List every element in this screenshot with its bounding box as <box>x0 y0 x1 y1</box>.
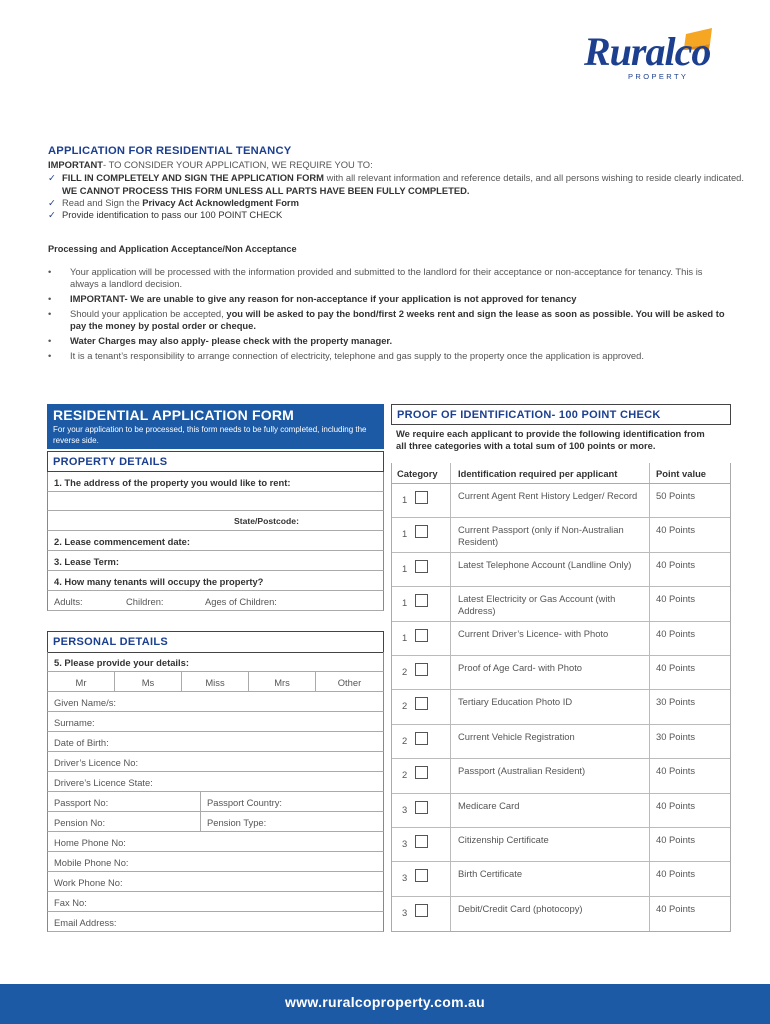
identification-name: Latest Electricity or Gas Account (with Address) <box>458 593 616 617</box>
home-phone-field[interactable] <box>47 832 384 852</box>
tenants-row <box>47 571 384 591</box>
category-number: 1 <box>402 597 408 609</box>
bullet-text: IMPORTANT- We are unable to give any reason for non-acceptance if your application is not approved for tenancy <box>70 293 577 304</box>
category-number: 2 <box>402 734 408 746</box>
point-value: 40 Points <box>656 765 696 777</box>
id-checkbox[interactable] <box>415 904 428 917</box>
title-option-other[interactable] <box>316 672 383 691</box>
pension-type-field[interactable]: Pension Type: <box>207 817 267 828</box>
identification-name: Debit/Credit Card (photocopy) <box>458 902 583 914</box>
point-value: 40 Points <box>656 833 696 845</box>
title-option-mrs[interactable] <box>249 672 316 691</box>
given-name-label: Given Name/s: <box>54 697 116 708</box>
important-text: - TO CONSIDER YOUR APPLICATION, WE REQUIRE YOU TO: <box>103 159 373 170</box>
identification-name: Current Vehicle Registration <box>458 730 575 742</box>
proof-table-row <box>392 759 730 793</box>
id-checkbox[interactable] <box>415 525 428 538</box>
point-value: 30 Points <box>656 730 696 742</box>
identification-name: Medicare Card <box>458 799 520 811</box>
bullet3-text: Should your application be accepted, <box>70 308 227 319</box>
logo-wordmark: Ruralco <box>584 29 711 74</box>
id-checkbox[interactable] <box>415 835 428 848</box>
category-number: 1 <box>402 528 408 540</box>
address-row <box>47 472 384 492</box>
important-label: IMPORTANT <box>48 159 104 170</box>
check1-text: with all relevant information and reference details, and all persons wishing to reside clearly indicated. <box>323 172 745 183</box>
id-checkbox[interactable] <box>415 594 428 607</box>
email-label: Email Address: <box>54 917 117 928</box>
lease-commencement-field[interactable] <box>47 531 384 551</box>
check2-bold: Privacy Act Acknowledgment Form <box>142 197 299 208</box>
title-option-label: Miss <box>205 677 225 688</box>
point-value: 40 Points <box>656 627 696 639</box>
property-details-heading: PROPERTY DETAILS <box>48 452 383 472</box>
id-checkbox[interactable] <box>415 766 428 779</box>
footer-bar <box>0 984 770 1024</box>
id-checkbox[interactable] <box>415 869 428 882</box>
category-number: 3 <box>402 906 408 918</box>
checklist-item-identification <box>48 209 748 222</box>
identification-name: Current Driver’s Licence- with Photo <box>458 627 609 639</box>
proof-heading: PROOF OF IDENTIFICATION- 100 POINT CHECK <box>391 404 731 425</box>
fax-label: Fax No: <box>54 897 87 908</box>
surname-field[interactable] <box>47 712 384 732</box>
licence-no-label: Driver’s Licence No: <box>54 757 139 768</box>
personal-details-section <box>47 631 384 653</box>
category-number: 1 <box>402 562 408 574</box>
check1-bold2: WE CANNOT PROCESS THIS FORM UNLESS ALL PARTS HAVE BEEN FULLY COMPLETED. <box>62 184 470 196</box>
identification-name: Passport (Australian Resident) <box>458 765 586 777</box>
address-label: 1. The address of the property you would like to rent: <box>54 477 291 488</box>
lease-commencement-label: 2. Lease commencement date: <box>54 536 190 547</box>
bullet-item: • It is a tenant’s responsibility to arrange connection of electricity, telephone and gas supply to the property once the application is approved. <box>48 350 728 362</box>
category-number: 3 <box>402 872 408 884</box>
bullet-text: Water Charges may also apply- please check with the property manager. <box>70 335 393 346</box>
point-value: 40 Points <box>656 799 696 811</box>
identification-name: Tertiary Education Photo ID <box>458 696 573 708</box>
title-option-label: Ms <box>141 677 155 688</box>
checkmark-icon: ✓ <box>48 209 56 220</box>
pension-no-field[interactable] <box>48 812 201 831</box>
identification-name: Birth Certificate <box>458 868 523 880</box>
important-note <box>48 159 373 170</box>
category-number: 2 <box>402 769 408 781</box>
pension-no-label: Pension No: <box>54 817 106 828</box>
work-phone-field[interactable] <box>47 872 384 892</box>
adults-field[interactable]: Adults: <box>54 596 83 607</box>
title-option-label: Mrs <box>274 677 290 688</box>
proof-table-row <box>392 828 730 862</box>
id-checkbox[interactable] <box>415 697 428 710</box>
footer-url[interactable]: www.ruralcoproperty.com.au <box>285 994 485 1010</box>
bullet3-bold: you will be asked to pay the bond/first 2 weeks rent and sign the lease as soon as possible. You will be asked to pay the money by postal order or cheque. <box>70 308 725 332</box>
identification-name: Citizenship Certificate <box>458 833 549 845</box>
col-points: Point value <box>656 468 707 479</box>
proof-table-row <box>392 656 730 690</box>
passport-country-field[interactable]: Passport Country: <box>207 797 283 808</box>
category-number: 2 <box>402 700 408 712</box>
proof-table-row <box>392 794 730 828</box>
bullet-item: • Should your application be accepted, you will be asked to pay the bond/first 2 weeks rent and sign the lease as soon as possible. You will be asked to pay the money by postal order or cheque. <box>48 308 725 332</box>
proof-table-row <box>392 690 730 724</box>
lease-term-field[interactable] <box>47 551 384 571</box>
title-option-mr[interactable] <box>48 672 115 691</box>
address-input[interactable] <box>47 492 384 511</box>
mobile-phone-field[interactable] <box>47 852 384 872</box>
children-field[interactable]: Children: <box>126 596 164 607</box>
check1-bold: FILL IN COMPLETELY AND SIGN THE APPLICATION FORM <box>62 172 324 183</box>
bullet-text: It is a tenant’s responsibility to arrange connection of electricity, telephone and gas supply to the property once the application is approved. <box>70 350 644 361</box>
licence-state-field[interactable] <box>47 772 384 792</box>
state-postcode-label: State/Postcode: <box>234 516 299 526</box>
point-value: 40 Points <box>656 868 696 880</box>
ruralco-logo <box>584 28 714 82</box>
id-checkbox[interactable] <box>415 663 428 676</box>
pension-row <box>47 812 384 832</box>
category-number: 3 <box>402 837 408 849</box>
proof-table-row <box>392 725 730 759</box>
bullet-item: • IMPORTANT- We are unable to give any reason for non-acceptance if your application is not approved for tenancy <box>48 293 728 305</box>
personal-details-heading: PERSONAL DETAILS <box>48 632 383 653</box>
point-value: 30 Points <box>656 696 696 708</box>
passport-no-label: Passport No: <box>54 797 109 808</box>
checklist-item-fill-form <box>48 172 748 197</box>
proof-table-row <box>392 622 730 656</box>
state-postcode-row[interactable] <box>47 511 384 531</box>
mobile-phone-label: Mobile Phone No: <box>54 857 129 868</box>
licence-state-label: Drivere’s Licence State: <box>54 777 153 788</box>
ages-of-children-field[interactable]: Ages of Children: <box>205 596 277 607</box>
proof-intro: We require each applicant to provide the following identification from all three categories with a total sum of 100 points or more. <box>396 428 705 451</box>
title-option-ms[interactable] <box>115 672 182 691</box>
checkmark-icon: ✓ <box>48 197 56 208</box>
identification-name: Proof of Age Card- with Photo <box>458 661 583 673</box>
email-field[interactable] <box>47 912 384 932</box>
passport-row <box>47 792 384 812</box>
category-number: 1 <box>402 494 408 505</box>
point-value: 40 Points <box>656 524 696 536</box>
proof-table-row <box>392 518 730 552</box>
form-title: RESIDENTIAL APPLICATION FORM <box>53 407 295 423</box>
provide-details-row <box>47 652 384 672</box>
col-category: Category <box>397 468 438 479</box>
id-checkbox[interactable] <box>415 801 428 814</box>
identification-name: Current Passport (only if Non-Australian Resident) <box>458 524 624 548</box>
bullet-item: • Water Charges may also apply- please check with the property manager. <box>48 335 728 347</box>
identification-name: Latest Telephone Account (Landline Only) <box>458 558 632 570</box>
point-value: 40 Points <box>656 902 696 914</box>
proof-table-row <box>392 553 730 587</box>
tenants-label: 4. How many tenants will occupy the property? <box>54 576 264 587</box>
licence-no-field[interactable] <box>47 752 384 772</box>
title-option-label: Other <box>337 677 362 688</box>
id-checkbox[interactable] <box>415 560 428 573</box>
provide-details-label: 5. Please provide your details: <box>54 657 189 668</box>
bullet-item: • Your application will be processed with the information provided and submitted to the landlord for their acceptance or non-acceptance for tenancy. This is always a landlord decision. <box>48 266 728 290</box>
home-phone-label: Home Phone No: <box>54 837 126 848</box>
form-subtitle: For your application to be processed, this form needs to be fully completed, including the reverse side. <box>53 425 367 445</box>
property-details-section <box>47 451 384 472</box>
work-phone-label: Work Phone No: <box>54 877 123 888</box>
form-header <box>47 404 384 449</box>
page-title: APPLICATION FOR RESIDENTIAL TENANCY <box>48 145 292 157</box>
title-option-label: Mr <box>75 677 87 688</box>
category-number: 1 <box>402 631 408 643</box>
dob-label: Date of Birth: <box>54 737 109 748</box>
title-options-row <box>47 672 384 692</box>
point-value: 40 Points <box>656 661 696 673</box>
surname-label: Surname: <box>54 717 95 728</box>
category-number: 2 <box>402 665 408 677</box>
id-checkbox[interactable] <box>415 629 428 642</box>
point-value: 40 Points <box>656 593 696 605</box>
check3-text: Provide identification to pass our 100 POINT CHECK <box>62 209 283 220</box>
fax-field[interactable] <box>47 892 384 912</box>
category-number: 3 <box>402 803 408 815</box>
dob-field[interactable] <box>47 732 384 752</box>
proof-table-row <box>392 587 730 621</box>
logo-subtitle: PROPERTY <box>628 72 689 81</box>
col-identification: Identification required per applicant <box>458 468 618 479</box>
bullet-text: Your application will be processed with the information provided and submitted to the landlord for their acceptance or non-acceptance for tenancy. This is always a landlord decision. <box>70 266 703 290</box>
passport-no-field[interactable] <box>48 792 201 811</box>
proof-table-row <box>392 484 730 518</box>
point-value: 50 Points <box>656 490 696 501</box>
lease-term-label: 3. Lease Term: <box>54 556 119 567</box>
checkmark-icon: ✓ <box>48 172 56 183</box>
proof-table <box>391 463 731 932</box>
given-name-field[interactable] <box>47 692 384 712</box>
tenants-breakdown-row[interactable] <box>47 591 384 611</box>
proof-table-row <box>392 897 730 931</box>
id-checkbox[interactable] <box>415 491 428 504</box>
point-value: 40 Points <box>656 558 696 570</box>
proof-table-row <box>392 862 730 896</box>
checklist-item-privacy <box>48 197 748 210</box>
identification-name: Current Agent Rent History Ledger/ Record <box>458 490 638 501</box>
id-checkbox[interactable] <box>415 732 428 745</box>
check2-text: Read and Sign the <box>62 197 143 208</box>
proof-table-header <box>392 463 730 484</box>
title-option-miss[interactable] <box>182 672 249 691</box>
processing-heading: Processing and Application Acceptance/Non Acceptance <box>48 244 297 254</box>
